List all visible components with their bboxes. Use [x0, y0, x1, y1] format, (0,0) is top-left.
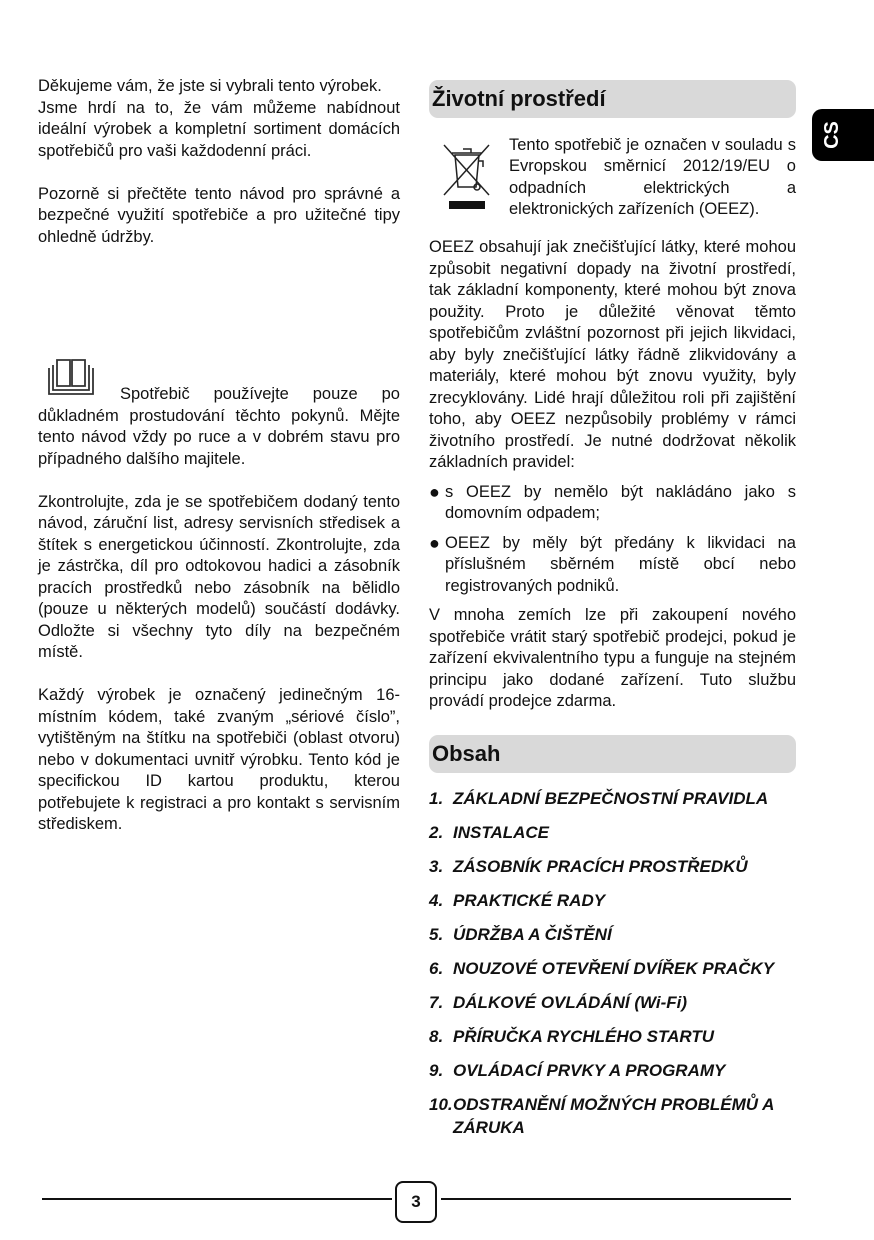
toc-item[interactable]: 7. DÁLKOVÉ OVLÁDÁNÍ (Wi-Fi) [429, 992, 688, 1012]
toc-item[interactable]: 2. INSTALACE [429, 822, 550, 842]
environment-heading: Životní prostředí [429, 80, 796, 118]
manual-paragraph: Spotřebič používejte pouze po důkladném prostudování těchto pokynů. Mějte tento návod vždy po ruce a v dobrém stavu pro případného dalšího majitele. [38, 385, 400, 468]
intro-paragraph: Děkujeme vám, že jste si vybrali tento výrobek. [38, 77, 382, 95]
serial-number-paragraph: Každý výrobek je označený jedinečným 16-místním kódem, také zvaným „sériové číslo”, vytištěným na štítku na spotřebiči (oblast otvoru) nebo v dokumentaci uvnitř výrobku. Tento kód je specifickou ID kartou produktu, kterou potřebujete k registraci a pro kontakt s servisním střediskem. [38, 686, 400, 833]
toc-item[interactable]: 8. PŘÍRUČKA RYCHLÉHO STARTU [429, 1026, 714, 1046]
toc-item[interactable]: 3. ZÁSOBNÍK PRACÍCH PROSTŘEDKŮ [429, 856, 748, 876]
weee-directive-text: Tento spotřebič je označen v souladu s Evropskou směrnicí 2012/19/EU o odpadních elektrických a elektronických zařízeních (OEEZ). [509, 135, 796, 218]
intro-paragraph-2: Jsme hrdí na to, že vám můžeme nabídnout ideální výrobek a kompletní sortiment domácích spotřebičů pro vaši každodenní práci. [38, 98, 400, 160]
table-of-contents [429, 787, 796, 1139]
manual-notice [38, 356, 400, 470]
bullet-item: ● OEEZ by měly být předány k likvidaci na příslušném sběrném místě obcí nebo registrovaných podniků. [429, 533, 796, 598]
bullet-dot-icon: ● [429, 481, 440, 502]
language-tab-label: CS [820, 121, 843, 149]
read-instructions-paragraph: Pozorně si přečtěte tento návod pro správné a bezpečné využití spotřebiče a pro užitečné tipy ohledně údržby. [38, 184, 400, 246]
weee-notice [429, 135, 796, 221]
open-book-icon [46, 356, 96, 396]
bullet-dot-icon: ● [429, 532, 440, 553]
toc-item[interactable]: 6. NOUZOVÉ OTEVŘENÍ DVÍŘEK PRAČKY [429, 958, 775, 978]
toc-item[interactable]: 5. ÚDRŽBA A ČIŠTĚNÍ [429, 924, 612, 944]
toc-item[interactable]: 9. OVLÁDACÍ PRVKY A PROGRAMY [429, 1060, 726, 1080]
toc-item[interactable]: 10. ODSTRANĚNÍ MOŽNÝCH PROBLÉMŮ A ZÁRUKA [429, 1094, 774, 1137]
language-tab [812, 109, 874, 161]
environment-body: OEEZ obsahují jak znečišťující látky, které mohou způsobit negativní dopady na životní prostředí, tak základní komponenty, které mohou být znova použity. Proto je důležité věnovat těmto spotřebičům zvláštní pozornost při jejich likvidaci, aby byly znečišťující látky řádně zlikvidovány a materiály, které mohou být znovu využity, byly zrecyklovány. Lidé hrají důležitou roli při zajištění toho, aby OEEZ nezpůsobily problémy v rámci životního prostředí. Je nutné dodržovat několik základních pravidel: [429, 238, 796, 471]
environment-closing: V mnoha zemích lze při zakoupení nového spotřebiče vrátit starý spotřebič prodejci, pokud je zařízení ekvivalentního typu a funguje na stejném principu jako dodané zařízení. Tuto službu provádí prodejce zdarma. [429, 606, 796, 710]
bullet-item: ● s OEEZ by nemělo být nakládáno jako s domovním odpadem; [429, 482, 796, 525]
toc-item[interactable]: 4. PRAKTICKÉ RADY [429, 890, 606, 910]
footer-rule-right [441, 1198, 791, 1200]
crossed-out-bin-icon [441, 139, 493, 215]
package-check-paragraph: Zkontrolujte, zda je se spotřebičem dodaný tento návod, záruční list, adresy servisních středisek a štítek s energetickou účinností. Zkontrolujte, zda je zástrčka, díl pro odtokovou hadici a zásobník pracích prostředků nebo zásobník na bělidlo (pouze u některých modelů) součástí dodávky. Odložte si všechny tyto díly na bezpečném místě. [38, 492, 400, 661]
page-number: 3 [395, 1181, 437, 1223]
contents-heading: Obsah [429, 735, 796, 773]
footer-rule-left [42, 1198, 392, 1200]
right-column [429, 80, 796, 1150]
toc-item[interactable]: 1. ZÁKLADNÍ BEZPEČNOSTNÍ PRAVIDLA [429, 788, 769, 808]
left-column [38, 76, 400, 836]
